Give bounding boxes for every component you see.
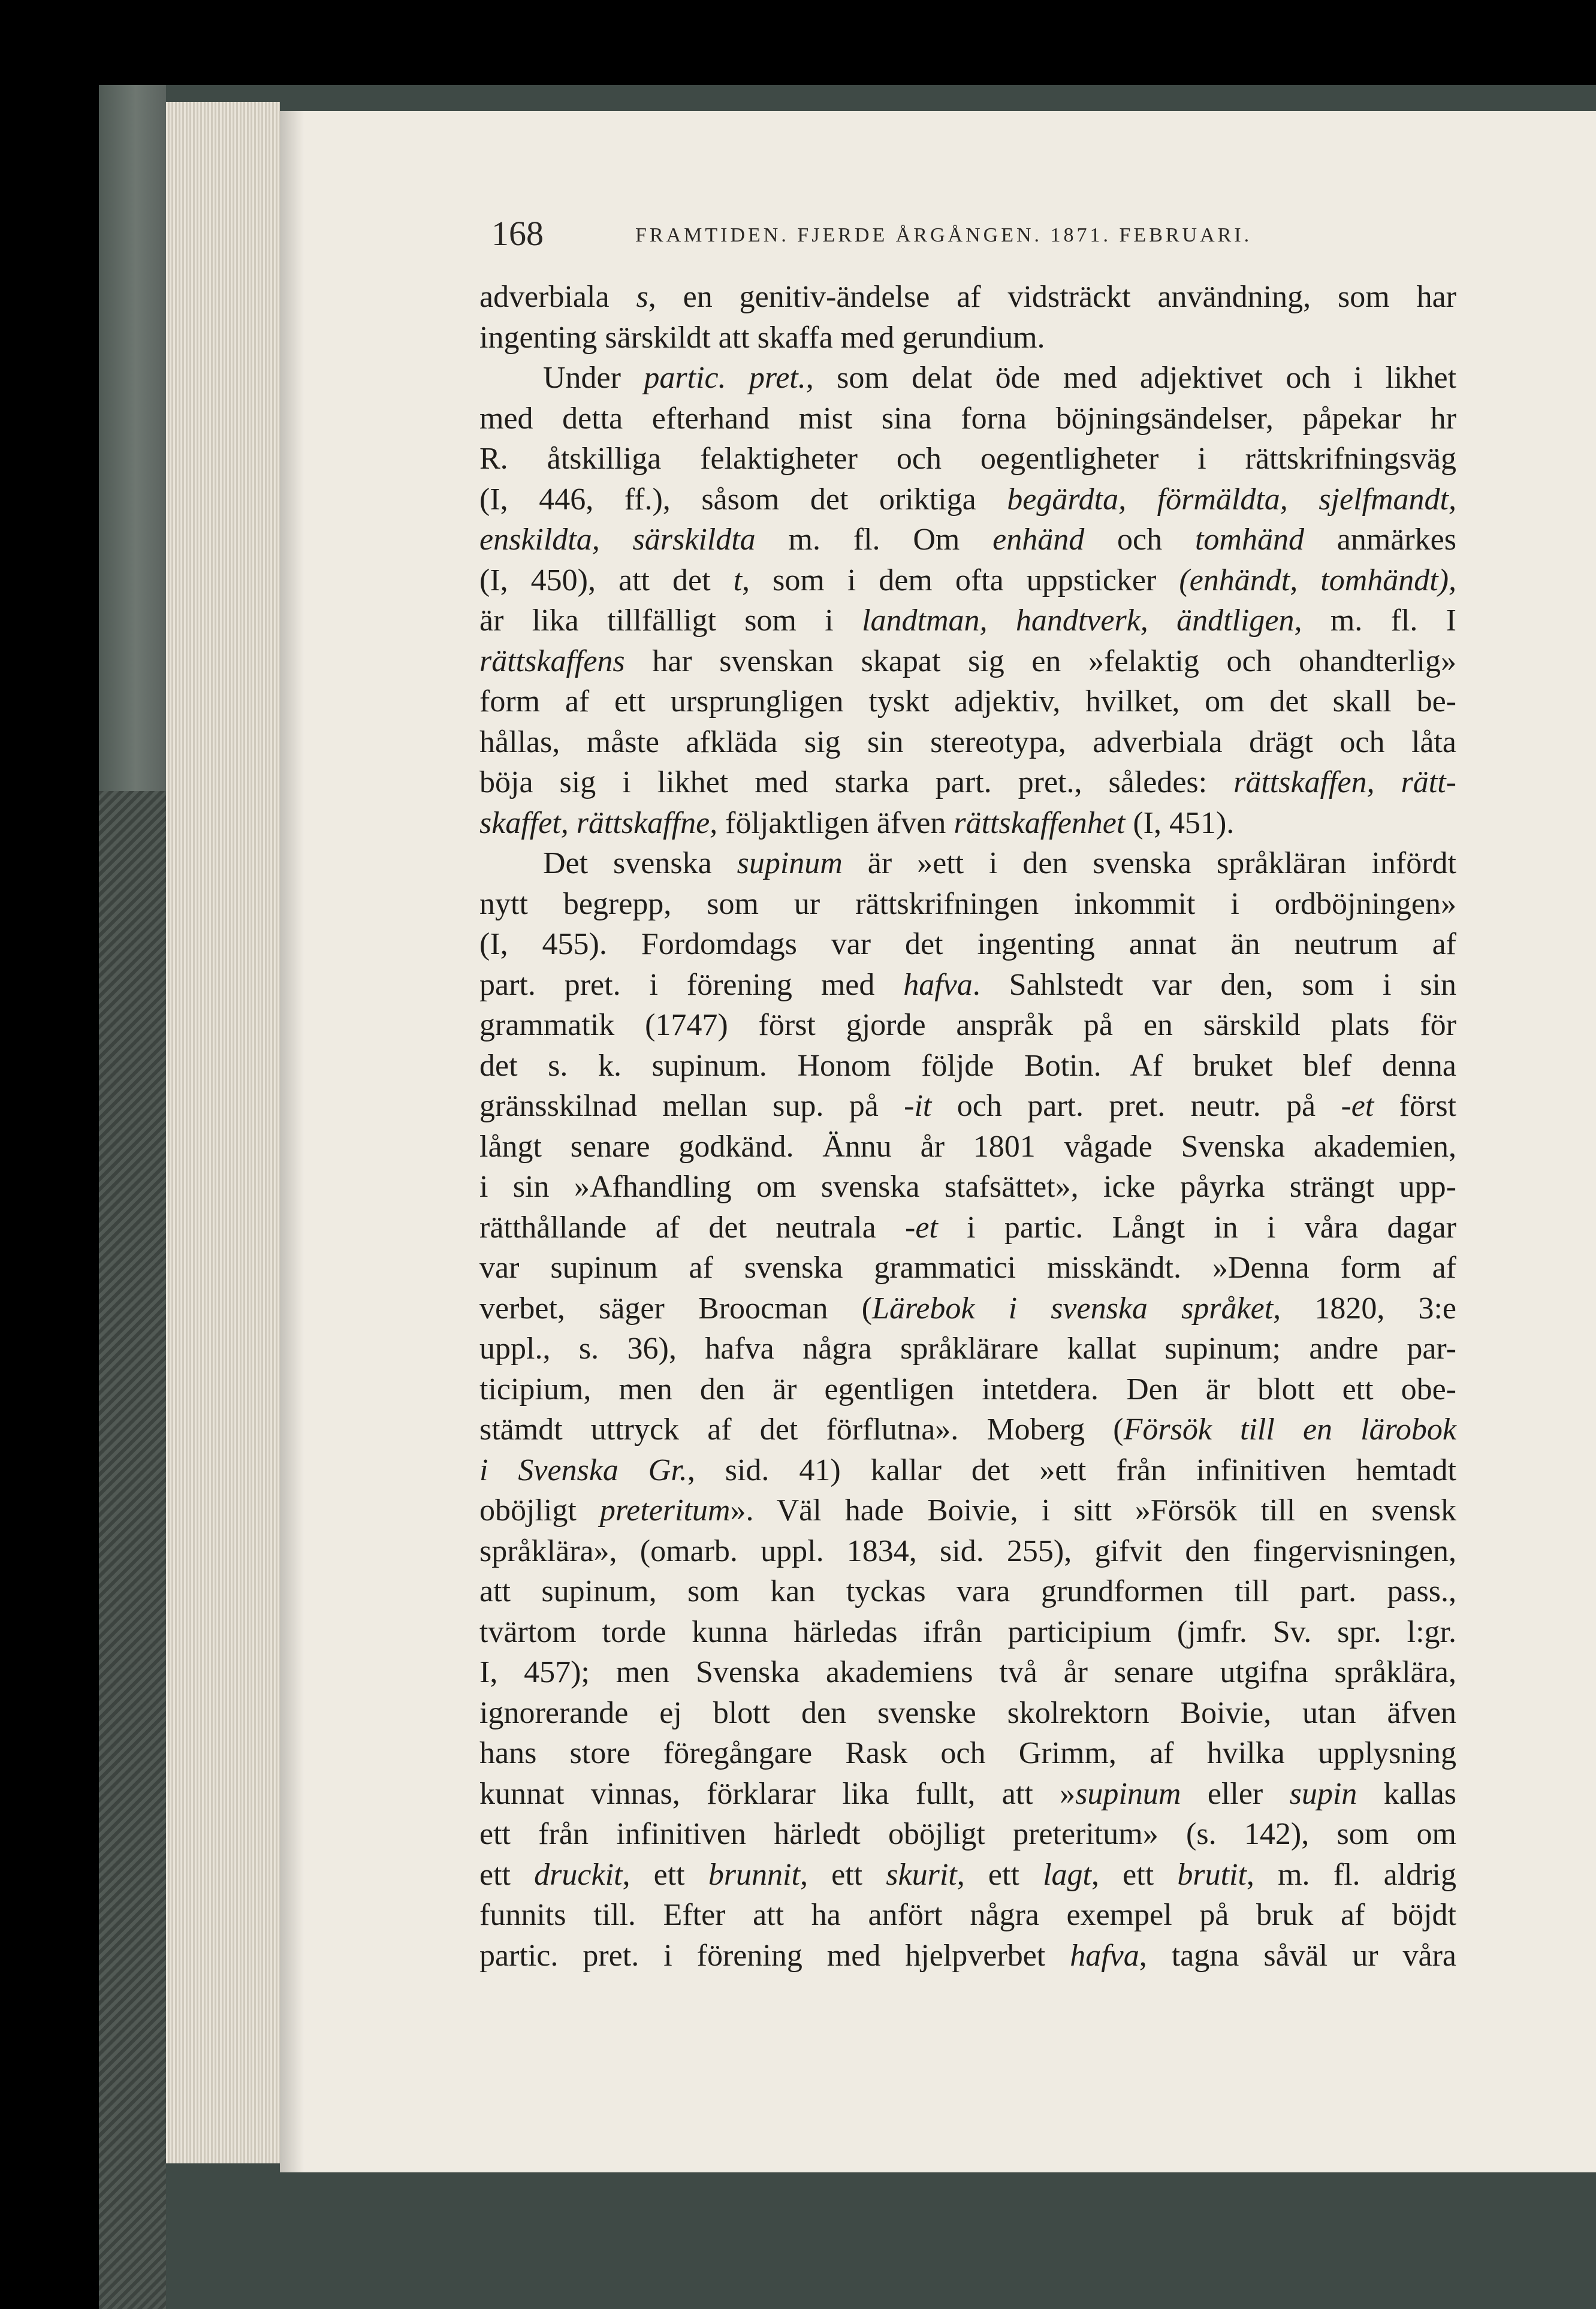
text-line bbox=[479, 1046, 1456, 1086]
text-run: m. fl. I bbox=[1302, 603, 1456, 638]
text-run: , sid. 41) kallar det »ett från infinitiven hemtadt bbox=[687, 1453, 1456, 1487]
text-line bbox=[479, 681, 1456, 722]
text-line bbox=[479, 803, 1456, 844]
italic-run: rättskaffenhet bbox=[954, 805, 1126, 840]
text-line bbox=[479, 358, 1456, 399]
text-run: , ett bbox=[957, 1857, 1043, 1892]
italic-run: skurit bbox=[886, 1857, 957, 1892]
text-run: tvärtom torde kunna härledas ifrån participium (jmfr. Sv. spr. l:gr. bbox=[479, 1614, 1456, 1649]
text-line bbox=[479, 924, 1456, 965]
italic-run: s bbox=[636, 280, 648, 314]
text-run: hållas, måste afkläda sig sin stereotypa, adverbiala drägt och låta bbox=[479, 725, 1456, 759]
text-run: böja sig i likhet med starka part. pret., således: bbox=[479, 765, 1234, 799]
italic-run: supin bbox=[1289, 1776, 1357, 1811]
italic-run: begärdta, förmäldta, sjelfmandt, bbox=[1007, 482, 1456, 517]
text-run: stämdt uttryck af det förflutna». Moberg ( bbox=[479, 1412, 1124, 1447]
text-run: funnits till. Efter att ha anfört några exempel på bruk af böjdt bbox=[479, 1898, 1456, 1932]
italic-run: lagt bbox=[1043, 1857, 1091, 1892]
text-run: är lika tillfälligt som i bbox=[479, 603, 862, 638]
text-run: anmärkes bbox=[1304, 523, 1456, 557]
italic-run: -et bbox=[905, 1210, 938, 1245]
text-run: adverbiala bbox=[479, 280, 636, 314]
text-run: rätthållande af det neutrala bbox=[479, 1210, 906, 1245]
text-line bbox=[479, 560, 1456, 601]
italic-run: rättskaffen, rätt- bbox=[1233, 765, 1457, 799]
italic-run: Försök till en lärobok bbox=[1123, 1412, 1456, 1447]
text-line bbox=[479, 1248, 1456, 1288]
text-run: , som delat öde med adjektivet och i likhet bbox=[805, 361, 1457, 395]
text-line bbox=[479, 277, 1456, 318]
text-run: ignorerande ej blott den svenske skolrektorn Boivie, utan äfven bbox=[479, 1695, 1456, 1730]
text-run: uppl., s. 36), hafva några språklärare kallat supinum; andre par- bbox=[479, 1332, 1456, 1366]
book-spine-cloth bbox=[99, 791, 166, 2309]
text-run: I, 457); men Svenska akademiens två år senare utgifna språklära, bbox=[479, 1655, 1456, 1689]
italic-run: supinum bbox=[737, 846, 843, 880]
text-line bbox=[479, 1895, 1456, 1936]
italic-run: preteritum bbox=[599, 1493, 731, 1528]
text-run: , ett bbox=[622, 1857, 708, 1892]
text-run: med detta efterhand mist sina forna böjningsändelser, påpekar hr bbox=[479, 401, 1456, 436]
text-run: , tagna såväl ur våra bbox=[1139, 1938, 1456, 1973]
text-run: ingenting särskildt att skaffa med gerundium. bbox=[479, 320, 1045, 355]
text-run: att supinum, som kan tyckas vara grundformen till part. pass., bbox=[479, 1574, 1456, 1608]
text-line bbox=[479, 1733, 1456, 1774]
text-run: var supinum af svenska grammatici misskändt. »Denna form af bbox=[479, 1251, 1456, 1285]
text-line bbox=[479, 1490, 1456, 1531]
text-run: (I, 446, ff.), såsom det oriktiga bbox=[479, 482, 1007, 517]
text-line bbox=[479, 600, 1456, 641]
text-line bbox=[479, 399, 1456, 439]
text-run: det s. k. supinum. Honom följde Botin. Af bruket blef denna bbox=[479, 1048, 1456, 1083]
italic-run: partic. pret. bbox=[644, 361, 806, 395]
italic-run: -et bbox=[1341, 1089, 1374, 1123]
text-line bbox=[479, 1855, 1456, 1896]
text-run: i partic. Långt in i våra dagar bbox=[937, 1210, 1456, 1245]
gutter-shadow bbox=[280, 111, 304, 2172]
text-line bbox=[479, 1167, 1456, 1208]
italic-run: supinum bbox=[1075, 1776, 1181, 1811]
text-run: (I, 451). bbox=[1125, 805, 1235, 840]
text-run: . Sahlstedt var den, som i sin bbox=[972, 967, 1456, 1002]
text-run: eller bbox=[1181, 1776, 1290, 1811]
text-run: först bbox=[1374, 1089, 1457, 1123]
text-line bbox=[479, 1774, 1456, 1815]
text-run: nytt begrepp, som ur rättskrifningen inkommit i ordböjningen» bbox=[479, 886, 1456, 921]
text-run: kunnat vinnas, förklarar lika fullt, att » bbox=[479, 1776, 1076, 1811]
text-run: R. åtskilliga felaktigheter och oegentligheter i rättskrifningsväg bbox=[479, 442, 1456, 476]
text-run: ticipium, men den är egentligen intetdera. Den är blott ett obe- bbox=[479, 1372, 1456, 1406]
text-line bbox=[479, 965, 1456, 1006]
text-run: m. fl. Om bbox=[755, 523, 993, 557]
text-run: (I, 450), att det bbox=[479, 563, 734, 597]
text-line bbox=[479, 479, 1456, 520]
text-run: ». Väl hade Boivie, i sitt »Försök till en svensk bbox=[730, 1493, 1456, 1528]
text-line bbox=[479, 1693, 1456, 1734]
text-run: ett från infinitiven härledt oböjligt preteritum» (s. 142), som om bbox=[479, 1817, 1456, 1851]
body-text bbox=[479, 277, 1456, 1976]
text-line bbox=[479, 722, 1456, 763]
text-line bbox=[479, 1086, 1456, 1127]
text-run: gränsskilnad mellan sup. på bbox=[479, 1089, 904, 1123]
text-line bbox=[479, 1127, 1456, 1167]
text-line bbox=[479, 1814, 1456, 1855]
text-run: har svenskan skapat sig en »felaktig och ohandterlig» bbox=[624, 644, 1456, 678]
text-line bbox=[479, 520, 1456, 560]
text-run: Det svenska bbox=[543, 846, 737, 880]
page-number: 168 bbox=[491, 214, 544, 253]
italic-run: t bbox=[733, 563, 743, 597]
text-line bbox=[479, 1005, 1456, 1046]
text-run: och bbox=[1084, 523, 1195, 557]
italic-run: brutit bbox=[1177, 1857, 1247, 1892]
text-line bbox=[479, 1369, 1456, 1410]
text-run: , en genitiv-ändelse af vidsträckt användning, som har bbox=[648, 280, 1456, 314]
italic-run: (enhändt, tomhändt), bbox=[1179, 563, 1457, 597]
text-run: verbet, säger Broocman ( bbox=[479, 1291, 873, 1326]
italic-run: i Svenska Gr. bbox=[479, 1453, 687, 1487]
text-run: , ett bbox=[799, 1857, 886, 1892]
text-run: följaktligen äfven bbox=[717, 805, 954, 840]
italic-run: hafva bbox=[1070, 1938, 1139, 1973]
running-head bbox=[491, 213, 1426, 255]
italic-run: skaffet, rättskaffne, bbox=[479, 805, 718, 840]
text-line bbox=[479, 1208, 1456, 1248]
page-edges bbox=[166, 102, 280, 2163]
italic-run: brunnit bbox=[708, 1857, 800, 1892]
text-line bbox=[479, 1409, 1456, 1450]
italic-run: rättskaffens bbox=[479, 644, 625, 678]
text-run: part. pret. i förening med bbox=[479, 967, 904, 1002]
italic-run: druckit bbox=[534, 1857, 623, 1892]
italic-run: Lärebok i svenska språket, bbox=[872, 1291, 1281, 1326]
text-run: språklära», (omarb. uppl. 1834, sid. 255), gifvit den fingervisningen, bbox=[479, 1534, 1456, 1568]
text-run: , ett bbox=[1091, 1857, 1178, 1892]
text-run: , m. fl. aldrig bbox=[1246, 1857, 1456, 1892]
text-run: ett bbox=[479, 1857, 535, 1892]
italic-run: -it bbox=[904, 1089, 932, 1123]
text-line bbox=[479, 641, 1456, 682]
text-line bbox=[479, 884, 1456, 925]
text-run: oböjligt bbox=[479, 1493, 600, 1528]
text-line bbox=[479, 318, 1456, 358]
text-run: är »ett i den svenska språkläran infördt bbox=[842, 846, 1456, 880]
text-run: , som i dem ofta uppsticker bbox=[742, 563, 1179, 597]
text-run: och part. pret. neutr. på bbox=[931, 1089, 1341, 1123]
text-run: långt senare godkänd. Ännu år 1801 vågade Svenska akademien, bbox=[479, 1129, 1456, 1164]
italic-run: landtman, handtverk, ändtligen, bbox=[862, 603, 1302, 638]
text-line bbox=[479, 1936, 1456, 1976]
text-line bbox=[479, 439, 1456, 479]
italic-run: enhänd bbox=[992, 523, 1085, 557]
text-line bbox=[479, 1571, 1456, 1612]
text-run: Under bbox=[543, 361, 644, 395]
text-line bbox=[479, 1652, 1456, 1693]
text-run: 1820, 3:e bbox=[1281, 1291, 1456, 1326]
text-run: partic. pret. i förening med hjelpverbet bbox=[479, 1938, 1070, 1973]
text-run: hans store föregångare Rask och Grimm, af hvilka upplysning bbox=[479, 1736, 1456, 1770]
italic-run: tomhänd bbox=[1194, 523, 1304, 557]
text-run: kallas bbox=[1357, 1776, 1457, 1811]
text-line bbox=[479, 1531, 1456, 1572]
italic-run: hafva bbox=[903, 967, 973, 1002]
text-run: (I, 455). Fordomdags var det ingenting annat än neutrum af bbox=[479, 927, 1456, 961]
text-run: i sin »Afhandling om svenska stafsättet», icke påyrka strängt upp- bbox=[479, 1170, 1456, 1204]
text-line bbox=[479, 1329, 1456, 1369]
italic-run: enskildta, särskildta bbox=[479, 523, 756, 557]
text-line bbox=[479, 1612, 1456, 1653]
running-head-title: FRAMTIDEN. FJERDE ÅRGÅNGEN. 1871. FEBRUARI. bbox=[635, 224, 1253, 246]
text-line bbox=[479, 762, 1456, 803]
text-line bbox=[479, 843, 1456, 884]
text-run: form af ett ursprungligen tyskt adjektiv, hvilket, om det skall be- bbox=[479, 684, 1456, 719]
text-line bbox=[479, 1450, 1456, 1491]
text-line bbox=[479, 1288, 1456, 1329]
text-run: grammatik (1747) först gjorde anspråk på en särskild plats för bbox=[479, 1008, 1456, 1042]
